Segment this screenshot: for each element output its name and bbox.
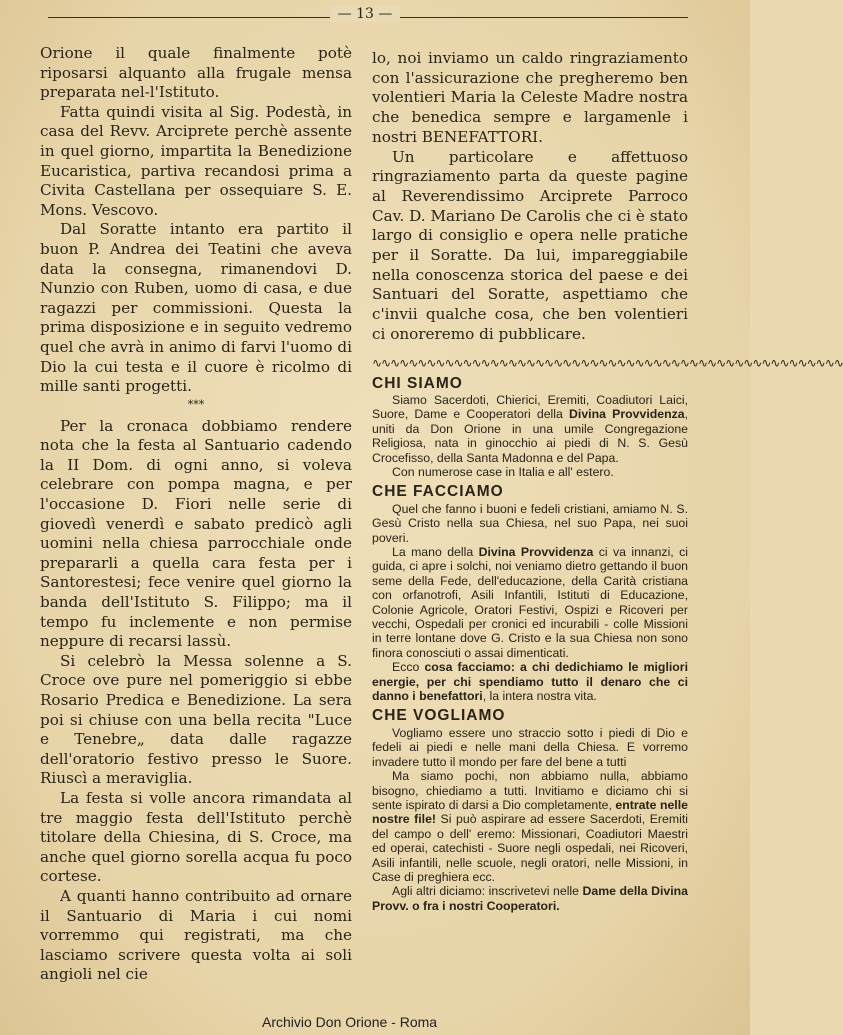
right-paragraph: lo, noi inviamo un caldo ringraziamento con l'assicurazione che pregheremo ben volentieri Maria la Celeste Madre nostra che benedica sempre e largamenle i nostri BENEFATTORI. (372, 49, 688, 146)
left-paragraph: Dal Soratte intanto era partito il buon P. Andrea dei Teatini che aveva data la consegna, rimanendovi D. Nunzio con Ruben, uomo di casa, e due ragazzi per commissioni. Questa la prima disposizione e in seguito vedremo quel che avrà in animo di farvi l'uomo di Dio la cui testa e il cuore è ricolmo di mille santi progetti. (40, 220, 352, 396)
left-paragraph: Orione il quale finalmente potè riposarsi alquanto alla frugale mensa preparata nel-l'Istituto. (40, 44, 352, 102)
section-separator-stars: *** (187, 397, 205, 411)
section-heading: CHE FACCIAMO (372, 483, 504, 501)
left-paragraph: A quanti hanno contribuito ad ornare il Santuario di Maria i cui nomi vorremmo qui registrati, ma che lasciamo scrivere questa volta ai soli angioli nel cie (40, 886, 352, 984)
section-paragraph: Vogliamo essere uno straccio sotto i piedi di Dio e fedeli ai piedi e nelle mani della Chiesa. E vorremo invadere tutto il mondo per fare del bene a tutti (372, 725, 688, 769)
section-heading: CHE VOGLIAMO (372, 707, 506, 725)
decorative-ornament-rule: ∿∿∿∿∿∿∿∿∿∿∿∿∿∿∿∿∿∿∿∿∿∿∿∿∿∿∿∿∿∿∿∿∿∿∿∿∿∿∿∿∿∿∿∿∿∿∿∿∿∿∿∿ (372, 355, 843, 370)
section-heading: CHI SIAMO (372, 374, 463, 392)
left-paragraph: Fatta quindi visita al Sig. Podestà, in casa del Revv. Arciprete perchè assente in quel giorno, impartita la Benedizione Eucaristica, partiva recandosi prima a Civita Castellana per ossequiare S. E. Mons. Vescovo. (40, 102, 352, 219)
page-number: — 13 — (330, 6, 400, 22)
right-column (372, 49, 843, 913)
archive-footer: Archivio Don Orione - Roma (262, 1014, 438, 1030)
section-paragraph: Ecco cosa facciamo: a chi dedichiamo le migliori energie, per chi spendiamo tutto il denaro che ci danno i benefattori, la intera nostra vita. (372, 660, 688, 704)
chi-siamo-section (372, 374, 689, 480)
section-paragraph: Quel che fanno i buoni e fedeli cristiani, amiamo N. S. Gesù Cristo nella sua Chiesa, nel suo Papa, nei suoi poveri. (372, 501, 688, 545)
section-paragraph: Siamo Sacerdoti, Chierici, Eremiti, Coadiutori Laici, Suore, Dame e Cooperatori della Divina Provvidenza, uniti da Don Orione in una umile Congregazione Religiosa, nata in ginocchio ai piedi di N. S. Gesù Crocefisso, della Santa Madonna e del Papa. (372, 392, 689, 465)
che-facciamo-section (372, 485, 688, 703)
che-vogliamo-section (372, 709, 688, 913)
section-paragraph: Agli altri diciamo: inscrivetevi nelle Dame della Divina Provv. o fra i nostri Cooperatori. (372, 884, 688, 913)
section-paragraph: La mano della Divina Provvidenza ci va innanzi, ci guida, ci apre i solchi, noi veniamo dietro gettando il buon seme della Fede, dell'educazione, della Carità cristiana con orfanotrofi, Asili Infantili, Istituti di Educazione, Colonie Agricole, Oratori Festivi, Ospizi e Ricoveri per vecchi, Ospedali per cronici ed incurabili - colle Missioni in terre lontane dove G. Cristo e la sua Chiesa non sono finora conosciuti o assai dimenticati. (372, 545, 688, 660)
right-paragraph: Un particolare e affettuoso ringraziamento parta da queste pagine al Reverendissimo Arciprete Parroco Cav. D. Mariano De Carolis che ci è stato largo di consiglio e opera nelle pratiche per il Soratte. Da lui, impareggiabile nella conoscenza storica del paese e dei Santuari del Soratte, aspettiamo che c'invii qualche cosa, che ben volentieri ci onoreremo di pubblicare. (372, 147, 688, 343)
left-column (40, 44, 352, 985)
left-paragraph: Per la cronaca dobbiamo rendere nota che la festa al Santuario cadendo la II Dom. di ogni anno, si voleva celebrare con pompa magna, e per l'occasione D. Fiori nelle serie di giovedì venerdì e sabato predicò agli uomini nella chiesa parrocchiale onde prepararli a quella cara festa per i Santorestesi; fece venire quel giorno la banda dell'Istituto S. Filippo; ma il tempo fu inclemente e non permise neppure di recarsi lassù. (40, 416, 352, 651)
left-paragraph: La festa si volle ancora rimandata al tre maggio festa dell'Istituto perchè titolare della Chiesina, di S. Croce, ma anche quel giorno sorella acqua fu poco cortese. (40, 788, 352, 886)
section-paragraph: Ma siamo pochi, non abbiamo nulla, abbiamo bisogno, chiediamo a tutti. Invitiamo e diciamo chi si sente ispirato di darsi a Dio completamente, entrate nelle nostre file! Si può aspirare ad essere Sacerdoti, Eremiti del campo o dell' eremo: Missionari, Coadiutori Maestri ed operai, catechisti - Suore negli ospedali, nei Ricoveri, Asili infantili, nelle scuole, negli oratori, nelle Missioni, in Case di preghiera ecc. (372, 769, 688, 884)
section-paragraph: Con numerose case in Italia e all' estero. (392, 464, 614, 479)
left-paragraph: Si celebrò la Messa solenne a S. Croce ove pure nel pomeriggio si ebbe Rosario Predica e Benedizione. La sera poi si chiuse con una bella recita "Luce e Tenebre„ data dalle ragazze dell'oratorio festivo presso le Suore. Riuscì a meraviglia. (40, 651, 352, 788)
